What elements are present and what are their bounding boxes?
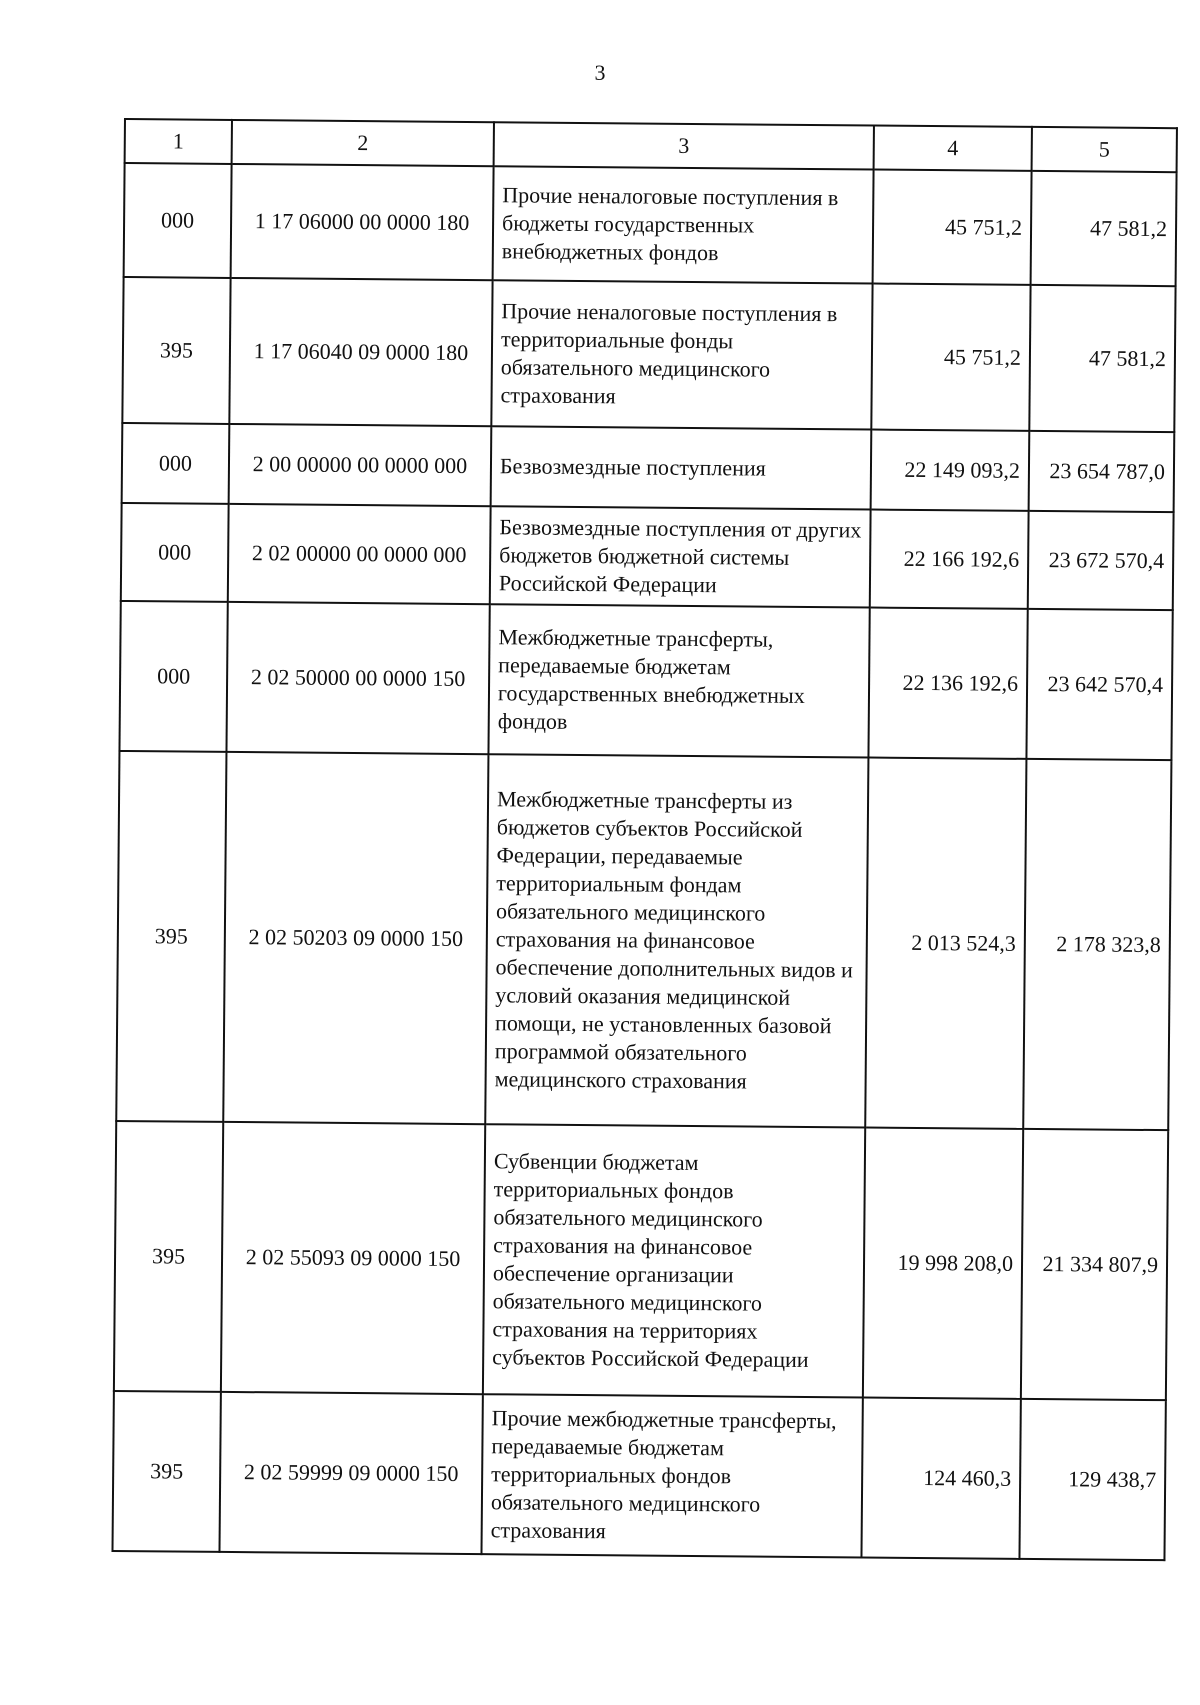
amount-year2-cell: 47 581,2: [1031, 171, 1177, 286]
amount-year2-cell: 23 654 787,0: [1029, 431, 1175, 512]
amount-year2-cell: 21 334 807,9: [1021, 1129, 1168, 1400]
amount-year1-cell: 45 751,2: [873, 170, 1032, 285]
amount-year1-cell: 124 460,3: [861, 1397, 1020, 1558]
revenue-name-cell: Прочие межбюджетные трансферты, передаваемые бюджетам территориальных фондов обязательного медицинского страхования: [481, 1394, 862, 1557]
table-row: [121, 503, 1174, 610]
budget-code-cell: 1 17 06000 00 0000 180: [231, 164, 494, 280]
admin-code-cell: 395: [116, 751, 226, 1122]
admin-code-cell: 000: [122, 423, 230, 504]
budget-code-cell: 2 02 50000 00 0000 150: [226, 602, 489, 754]
budget-code-cell: 2 02 59999 09 0000 150: [219, 1392, 482, 1554]
budget-code-cell: 1 17 06040 09 0000 180: [229, 278, 492, 426]
table-row: [122, 423, 1175, 512]
column-header-4: 4: [874, 126, 1032, 171]
page-number: 3: [594, 60, 606, 85]
admin-code-cell: 000: [119, 601, 227, 752]
amount-year1-cell: 22 136 192,6: [868, 608, 1027, 759]
amount-year2-cell: 23 672 570,4: [1028, 511, 1174, 610]
amount-year1-cell: 19 998 208,0: [863, 1128, 1023, 1399]
budget-code-cell: 2 02 55093 09 0000 150: [221, 1122, 485, 1394]
revenue-name-cell: Безвозмездные поступления: [491, 426, 872, 509]
admin-code-cell: 395: [114, 1121, 223, 1392]
column-header-1: 1: [125, 119, 232, 164]
table-row: [122, 277, 1175, 432]
column-header-2: 2: [232, 120, 494, 166]
column-header-5: 5: [1032, 127, 1177, 172]
revenue-table: [111, 118, 1177, 1561]
amount-year1-cell: 22 149 093,2: [871, 430, 1030, 511]
table-row: [124, 163, 1177, 286]
table-row: [119, 601, 1172, 760]
table-row: [116, 751, 1171, 1130]
amount-year2-cell: 23 642 570,4: [1026, 609, 1172, 760]
column-header-3: 3: [494, 122, 874, 169]
amount-year1-cell: 2 013 524,3: [865, 758, 1026, 1129]
revenue-name-cell: Межбюджетные трансферты, передаваемые бюджетам государственных внебюджетных фондов: [488, 604, 869, 757]
revenue-name-cell: Субвенции бюджетам территориальных фондов обязательного медицинского страхования на финансовое обеспечение организации обязательного медицинского страхования на территориях субъектов Российской Федерации: [483, 1124, 865, 1397]
amount-year1-cell: 45 751,2: [871, 284, 1030, 431]
admin-code-cell: 395: [122, 277, 230, 424]
revenue-name-cell: Безвозмездные поступления от других бюджетов бюджетной системы Российской Федерации: [490, 506, 871, 607]
budget-code-cell: 2 02 00000 00 0000 000: [228, 504, 491, 604]
amount-year2-cell: 47 581,2: [1029, 285, 1175, 432]
table-row: [112, 1391, 1165, 1560]
admin-code-cell: 000: [121, 503, 229, 602]
table-row: [114, 1121, 1168, 1400]
admin-code-cell: 000: [124, 163, 232, 278]
budget-code-cell: 2 02 50203 09 0000 150: [223, 752, 488, 1124]
admin-code-cell: 395: [112, 1391, 220, 1552]
amount-year2-cell: 129 438,7: [1019, 1399, 1165, 1560]
revenue-name-cell: Прочие неналоговые поступления в бюджеты государственных внебюджетных фондов: [493, 166, 874, 283]
revenue-name-cell: Межбюджетные трансферты из бюджетов субъектов Российской Федерации, передаваемые территориальным фондам обязательного медицинского страхования на финансовое обеспечение дополнительных видов и условий оказания медицинской помощи, не установленных базовой программой обязательного медицинского страхования: [485, 754, 868, 1127]
budget-code-cell: 2 00 00000 00 0000 000: [229, 424, 492, 506]
amount-year2-cell: 2 178 323,8: [1023, 759, 1171, 1130]
revenue-name-cell: Прочие неналоговые поступления в территориальные фонды обязательного медицинского страхования: [491, 280, 872, 429]
amount-year1-cell: 22 166 192,6: [870, 510, 1029, 609]
